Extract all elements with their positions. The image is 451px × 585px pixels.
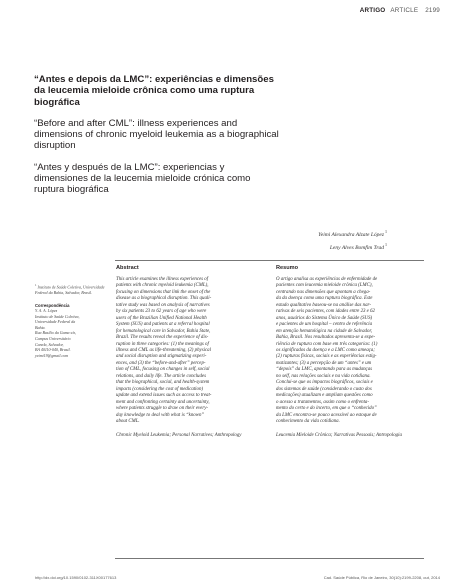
- section-label-english: ARTICLE: [390, 7, 419, 14]
- abstract-line: em atenção hematológica na cidade de Salvador,: [276, 328, 373, 334]
- abstract-line: by six patients 23 to 62 years of age who were: [116, 309, 207, 315]
- abstract-line: tative study was based on analysis of narratives: [116, 302, 210, 308]
- abstract-line: anos, usuários do Sistema Único de Saúde (SUS): [276, 315, 373, 321]
- abstract-line: disease as a biographical disruption. This quali-: [116, 296, 212, 302]
- correspondence-line: Y. A. A. López: [35, 308, 58, 314]
- title-spanish: “Antes y después de la LMC”: experiencias y dimensiones de la leucemia mieloide crónica como ruptura biográfica: [34, 161, 251, 196]
- abstract-heading: Resumo: [276, 265, 299, 271]
- abstract-line: patients with chronic myeloid leukemia (CML),: [116, 283, 209, 289]
- abstract-line: da LMC encontra-se pouco acessível ao estoque de: [276, 412, 377, 418]
- abstract-line: for hematological care in Salvador, Bahia State,: [116, 328, 211, 334]
- abstract-line: ruption in three categories: (1) the meanings of: [116, 341, 209, 347]
- affiliation: [35, 283, 105, 296]
- correspondence-email[interactable]: yeimi19@gmail.com: [35, 352, 69, 358]
- abstract-line: dos sistemas de saúde (considerando o custo dos: [276, 386, 372, 392]
- affiliation-mark: 1: [35, 283, 37, 287]
- abstract-line: da da doença como uma ruptura biográfica. Este: [276, 296, 373, 302]
- author-name: [318, 227, 387, 240]
- abstract-text: [116, 277, 263, 425]
- author-name: [318, 240, 387, 253]
- abstract-line: impacts (considering the cost of medication): [116, 386, 204, 392]
- abstract-line: tion of CML, focusing on changes in self, social: [116, 367, 210, 373]
- abstract-line: (2) rupturas físicas, sociais e as experiências estig-: [276, 354, 377, 360]
- journal-citation: Cad. Saúde Pública, Rio de Janeiro, 30(10):2199-2208, out, 2014: [323, 575, 440, 580]
- affiliation-text: Instituto de Saúde Coletiva, Universidade Federal da Bahia, Salvador, Brasil.: [35, 284, 105, 295]
- author-affiliation-mark: 1: [385, 229, 387, 234]
- author-name-text: Leny Alves Bomfim Trad: [329, 245, 384, 252]
- abstract-line: estudo qualitativo baseou-se na análise das nar-: [276, 302, 371, 308]
- abstract-line: o acesso a tratamentos, assim como o enfrenta-: [276, 399, 370, 405]
- abstract-top-rule: [115, 260, 424, 261]
- doi-link[interactable]: http://dx.doi.org/10.1590/0102-311X00177613: [35, 575, 117, 580]
- correspondence-address: [35, 308, 105, 358]
- article-titles: [34, 74, 279, 206]
- correspondence-line: Canela, Salvador,: [35, 341, 64, 347]
- abstract-line: about CML.: [116, 418, 140, 424]
- abstract-line: day knowledge to deal with what is “known”: [116, 412, 205, 418]
- abstract-line: no self, nas relações sociais e na vida cotidiana.: [276, 373, 371, 379]
- abstract-line: rativas de seis pacientes, com idades entre 23 e 62: [276, 309, 375, 315]
- correspondence-line: Rua Basílio da Gama s/n,: [35, 330, 77, 336]
- correspondence-line: Universidade Federal da: [35, 319, 76, 325]
- abstract-text: [276, 277, 423, 425]
- abstract-line: ment and confronting certainty and uncertainty,: [116, 399, 210, 405]
- abstract-line: “depois” da LMC, apontando para as mudanças: [276, 367, 373, 373]
- author-affiliation-mark: 1: [385, 242, 387, 248]
- keywords: Leucemia Mieloide Crônica; Narrativas Pessoais; Antropologia: [276, 433, 402, 439]
- correspondence-line: Campus Universitário: [35, 336, 71, 342]
- author-name-text: Yeimi Alexandra Alzate López: [318, 231, 384, 238]
- title-english: “Before and after CML”: illness experiences and dimensions of chronic myeloid leukemia as a biographical disruption: [34, 117, 279, 152]
- abstract-line: This article examines the illness experiences of: [116, 277, 209, 282]
- abstract-line: mento do certo e do incerto, em que o “conhecido”: [276, 406, 377, 412]
- abstract-english: [116, 265, 263, 440]
- abstract-line: Conclui-se que os impactos biográficos, sociais e: [276, 380, 373, 386]
- correspondence-line: Instituto de Saúde Coletiva,: [35, 313, 80, 319]
- abstract-portuguese: [276, 265, 423, 440]
- abstract-line: O artigo analisa as experiências de enfermidade de: [276, 277, 378, 282]
- section-label: ARTIGO: [359, 7, 386, 14]
- abstract-line: illness and CML as life-threatening, (2) physical: [116, 347, 211, 353]
- page-number: 2199: [425, 7, 440, 14]
- abstract-line: where patients struggle to draw on their every-: [116, 406, 209, 412]
- abstract-line: focusing on dimensions that link the onset of the: [116, 289, 211, 295]
- abstract-line: pacientes com leucemia mieloide crônica (LMC),: [276, 283, 373, 289]
- abstract-line: update and extend issues such as access to treat-: [116, 393, 212, 399]
- abstract-line: conhecimento da vida cotidiana.: [276, 418, 340, 424]
- abstract-line: medicações) atualizam e ampliam questões como: [276, 393, 373, 399]
- abstract-line: users of the Brazilian Unified National Health: [116, 315, 207, 321]
- abstract-line: riência de ruptura com base em três categorias: (1): [276, 341, 378, 347]
- abstract-line: and social disruption and stigmatizing experi-: [116, 354, 207, 360]
- abstract-line: centrando nas dimensões que apontam a chega-: [276, 289, 371, 295]
- abstract-line: that the biographical, social, and health-system: [116, 380, 210, 386]
- abstract-line: Bahia, Brasil. Nos resultados apresenta-se a expe-: [276, 335, 376, 341]
- abstract-heading: Abstract: [116, 265, 139, 271]
- title-portuguese: “Antes e depois da LMC”: experiências e dimensões da leucemia mieloide crônica como uma ruptura biográfica: [34, 74, 274, 108]
- running-header: [360, 7, 440, 14]
- correspondence-heading: Correspondência: [35, 302, 70, 308]
- abstract-line: e pacientes de um hospital – centro de referência: [276, 322, 373, 328]
- abstract-line: System (SUS) and patients at a referral hospital: [116, 322, 210, 328]
- correspondence-line: Bahia.: [35, 324, 46, 330]
- abstract-bottom-rule: [115, 558, 424, 559]
- abstract-line: matizantes; (3) a percepção de um “antes” e um: [276, 360, 372, 366]
- abstract-line: ences, and (3) the “before-and-after” percep-: [116, 360, 206, 366]
- abstract-line: relations, and daily life. The article concludes: [116, 373, 207, 379]
- abstract-line: Brazil. The results reveal the experience of dis-: [116, 335, 209, 341]
- sidebar: [35, 283, 105, 358]
- abstract-line: os significados da doença e a LMC como ameaça;: [276, 347, 375, 353]
- correspondence-line: BA 40110-040, Brasil.: [35, 347, 71, 353]
- keywords: Chronic Myeloid Leukemia; Personal Narratives; Anthropology: [116, 433, 242, 439]
- author-list: [318, 227, 387, 254]
